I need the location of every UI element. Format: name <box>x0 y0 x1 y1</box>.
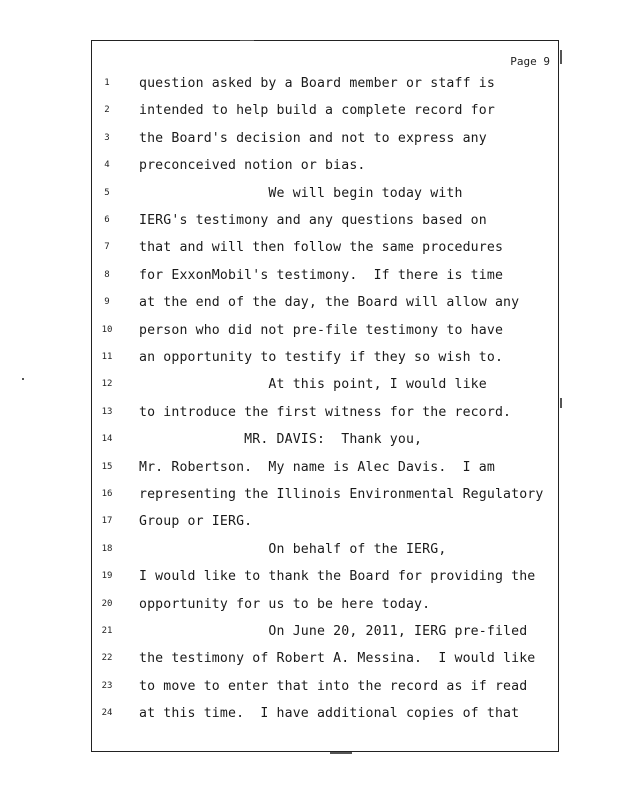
line-number: 23 <box>101 680 113 691</box>
transcript-line <box>92 460 560 482</box>
line-text: On behalf of the IERG, <box>139 541 447 557</box>
line-number: 4 <box>104 160 110 171</box>
scan-mark <box>22 378 24 380</box>
scan-mark <box>560 50 562 64</box>
line-number: 3 <box>104 132 110 143</box>
transcript-line <box>92 487 560 509</box>
line-number: 11 <box>101 352 113 362</box>
transcript-line <box>92 405 560 427</box>
line-text: for ExxonMobil's testimony. If there is time <box>139 267 504 283</box>
line-text: IERG's testimony and any questions based on <box>139 213 487 228</box>
line-text: We will begin today with <box>139 185 463 201</box>
transcript-line <box>92 350 560 372</box>
line-text: Mr. Robertson. My name is Alec Davis. I am <box>139 459 495 475</box>
line-number: 13 <box>101 406 113 417</box>
transcript-line <box>92 679 560 701</box>
transcript-line <box>92 240 560 262</box>
transcript-line <box>92 514 560 536</box>
transcript-page <box>91 40 559 752</box>
line-number: 12 <box>101 379 113 390</box>
line-number: 20 <box>101 598 113 609</box>
scan-mark <box>330 752 352 754</box>
transcript-line <box>92 432 560 454</box>
line-text: at the end of the day, the Board will allow any <box>139 295 520 311</box>
transcript-line <box>92 542 560 564</box>
transcript-line <box>92 76 560 98</box>
transcript-line <box>92 186 560 208</box>
line-text: At this point, I would like <box>139 377 487 393</box>
line-number: 14 <box>101 434 113 445</box>
line-number: 6 <box>104 215 110 225</box>
line-number: 10 <box>101 324 113 335</box>
line-number: 21 <box>101 626 113 636</box>
line-text: preconceived notion or bias. <box>139 158 366 174</box>
line-text: I would like to thank the Board for providing the <box>139 569 536 585</box>
line-text: MR. DAVIS: Thank you, <box>139 432 423 448</box>
line-text: to move to enter that into the record as if read <box>139 678 528 694</box>
line-number: 7 <box>104 242 110 253</box>
line-number: 8 <box>104 269 110 280</box>
line-number: 15 <box>101 461 113 472</box>
line-number: 1 <box>104 78 110 88</box>
line-text: opportunity for us to be here today. <box>139 596 431 612</box>
line-text: representing the Illinois Environmental Regulatory <box>139 487 544 502</box>
scan-mark <box>560 398 562 408</box>
line-text: intended to help build a complete record for <box>139 103 495 119</box>
line-number: 18 <box>101 543 113 554</box>
line-text: an opportunity to testify if they so wish to. <box>139 350 504 365</box>
transcript-line <box>92 706 560 728</box>
line-number: 19 <box>101 571 113 582</box>
transcript-line <box>92 213 560 235</box>
line-number: 16 <box>101 489 113 499</box>
transcript-line <box>92 295 560 317</box>
transcript-line <box>92 377 560 399</box>
line-text: the Board's decision and not to express any <box>139 130 487 146</box>
line-number: 22 <box>101 653 113 664</box>
transcript-line <box>92 569 560 591</box>
transcript-line <box>92 624 560 646</box>
scan-mark <box>240 40 254 41</box>
transcript-line <box>92 597 560 619</box>
line-text: person who did not pre-file testimony to have <box>139 322 504 338</box>
line-text: the testimony of Robert A. Messina. I would like <box>139 651 536 667</box>
line-text: On June 20, 2011, IERG pre-filed <box>139 624 528 639</box>
line-number: 9 <box>104 297 110 308</box>
transcript-line <box>92 323 560 345</box>
line-number: 24 <box>101 708 113 719</box>
line-text: at this time. I have additional copies of that <box>139 706 520 722</box>
transcript-line <box>92 103 560 125</box>
line-number: 5 <box>104 187 110 198</box>
line-text: Group or IERG. <box>139 514 253 530</box>
line-number: 2 <box>104 105 110 116</box>
transcript-line <box>92 131 560 153</box>
line-text: that and will then follow the same procedures <box>139 240 504 256</box>
line-number: 17 <box>101 516 113 527</box>
transcript-line <box>92 651 560 673</box>
transcript-line <box>92 268 560 290</box>
line-text: question asked by a Board member or staff is <box>139 76 495 91</box>
page-number: Page 9 <box>510 55 550 68</box>
transcript-line <box>92 158 560 180</box>
line-text: to introduce the first witness for the record. <box>139 404 512 420</box>
